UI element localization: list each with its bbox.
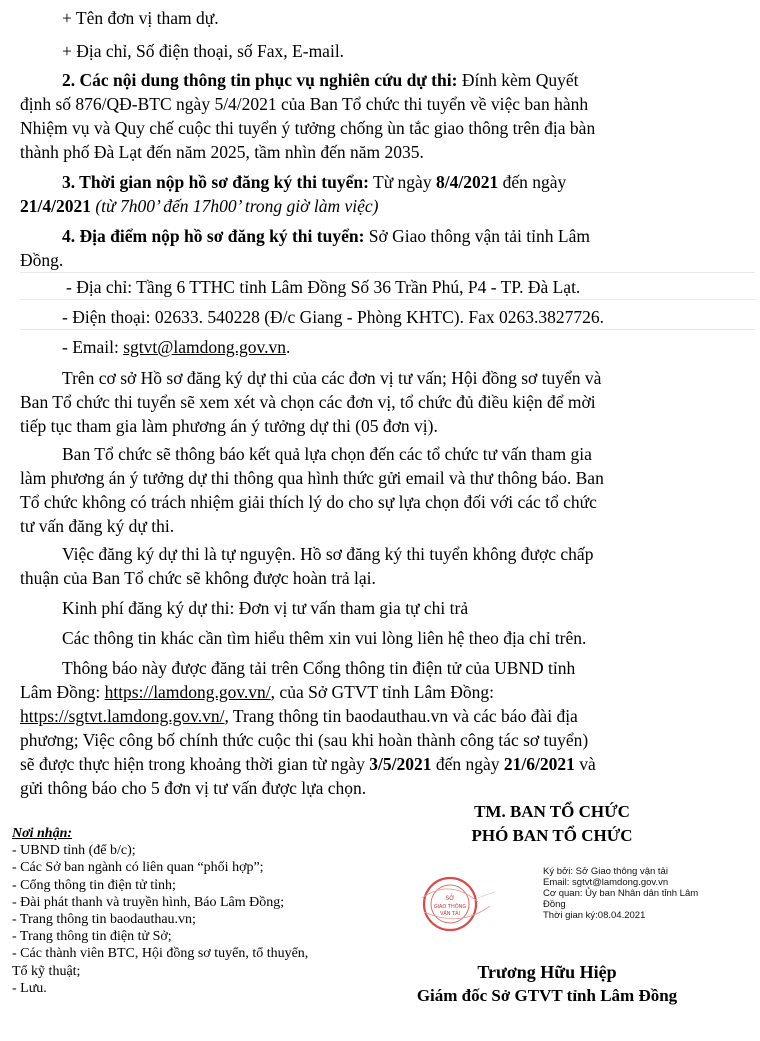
divider — [20, 272, 755, 273]
signature-info-line: Thời gian ký:08.04.2021 — [543, 910, 646, 921]
section-3-line-1 — [62, 170, 566, 194]
para-6-line-6: gửi thông báo cho 5 đơn vị tư vấn được lựa chọn. — [20, 778, 367, 798]
signature-info-line: Email: sgtvt@lamdong.gov.vn — [543, 877, 669, 888]
email-link[interactable]: sgtvt@lamdong.gov.vn — [123, 337, 286, 357]
address-line: - Địa chỉ: Tầng 6 TTHC tỉnh Lâm Đồng Số 36 Trần Phú, P4 - TP. Đà Lạt. — [66, 277, 581, 297]
recipient-item: - Lưu. — [12, 980, 47, 996]
para-5: Các thông tin khác cần tìm hiểu thêm xin vui lòng liên hệ theo địa chỉ trên. — [62, 628, 587, 648]
para-6-text: và — [574, 754, 596, 774]
svg-text:VẬN TẢI: VẬN TẢI — [439, 911, 461, 917]
signer-position: Giám đốc Sở GTVT tỉnh Lâm Đồng — [416, 986, 678, 1005]
recipient-item: - Các thành viên BTC, Hội đồng sơ tuyển, tổ thuyển, Tổ kỹ thuật; — [12, 946, 309, 979]
para-6-line-5 — [20, 752, 596, 776]
para-1-line-2: Ban Tổ chức thi tuyển sẽ xem xét và chọn các đơn vị, tổ chức đủ điều kiện để mời — [20, 392, 596, 412]
recipient-item: - Trang thông tin baodauthau.vn; — [12, 912, 196, 928]
para-3-line-1: Việc đăng ký dự thi là tự nguyện. Hồ sơ đăng ký thi tuyển không được chấp — [62, 544, 594, 564]
email-line: - Email: sgtvt@lamdong.gov.vn. — [62, 337, 291, 357]
section-2-line-3: Nhiệm vụ và Quy chế cuộc thi tuyển ý tưởng chống ùn tắc giao thông trên địa bàn — [20, 118, 596, 138]
announce-end-date: 21/6/2021 — [503, 754, 575, 774]
svg-text:GIAO THÔNG: GIAO THÔNG — [433, 904, 467, 910]
para-6-line-4: phương; Việc công bố chính thức cuộc thi (sau khi hoàn thành công tác sơ tuyển) — [20, 730, 589, 750]
para-4: Kinh phí đăng ký dự thi: Đơn vị tư vấn tham gia tự chi trả — [62, 598, 469, 618]
para-2-line-3: Tổ chức không có trách nhiệm giải thích lý do cho sự lựa chọn đối với các tổ chức — [20, 492, 597, 512]
section-3-to: đến ngày — [498, 172, 567, 192]
official-seal — [420, 868, 545, 940]
svg-text:SỞ: SỞ — [445, 895, 455, 902]
section-4-text: Sở Giao thông vận tải tỉnh Lâm — [364, 226, 590, 246]
section-2-line-1 — [62, 68, 578, 92]
recipient-item: - UBND tỉnh (để b/c); — [12, 843, 136, 859]
phone-line: - Điện thoại: 02633. 540228 (Đ/c Giang - Phòng KHTC). Fax 0263.3827726. — [62, 307, 604, 327]
signature-info-line: Cơ quan: Ủy ban Nhân dân tỉnh Lâm Đồng — [543, 888, 699, 910]
section-3-end-date: 21/4/2021 — [20, 196, 91, 216]
bullet-contact: + Địa chỉ, Số điện thoại, số Fax, E-mail. — [62, 41, 345, 61]
para-6-text: , Trang thông tin baodauthau.vn và các báo đài địa — [224, 706, 578, 726]
section-4-line-2: Đồng. — [20, 250, 64, 270]
para-6-line-2 — [20, 680, 494, 704]
recipients-heading: Nơi nhận: — [12, 826, 73, 841]
section-3-heading: 3. Thời gian nộp hồ sơ đăng ký thi tuyển: — [62, 172, 369, 192]
section-3-line-2 — [20, 194, 378, 218]
para-6-line-3 — [20, 704, 578, 728]
section-2-heading: 2. Các nội dung thông tin phục vụ nghiên cứu dự thi: — [62, 70, 458, 90]
section-3-start-date: 8/4/2021 — [435, 172, 499, 192]
divider — [20, 329, 755, 330]
para-2-line-4: tư vấn đăng ký dự thi. — [20, 516, 175, 536]
seal-icon — [420, 868, 545, 940]
recipient-item: - Đài phát thanh và truyền hình, Báo Lâm Đồng; — [12, 894, 285, 910]
recipient-item: - Trang thông tin điện tử Sở; — [12, 929, 172, 945]
section-4-heading: 4. Địa điểm nộp hồ sơ đăng ký thi tuyển: — [62, 226, 365, 246]
recipient-item: - Các Sở ban ngành có liên quan “phối hợp”; — [12, 860, 264, 876]
recipients-block — [12, 825, 332, 997]
para-2-line-1: Ban Tổ chức sẽ thông báo kết quả lựa chọn đến các tổ chức tư vấn tham gia — [62, 444, 592, 464]
section-3-from: Từ ngày — [368, 172, 436, 192]
section-3-hours: (từ 7h00’ đến 17h00’ trong giờ làm việc) — [90, 196, 379, 216]
para-6-text: đến ngày — [431, 754, 504, 774]
announce-start-date: 3/5/2021 — [369, 754, 432, 774]
email-label: - Email: — [62, 337, 124, 357]
signature-title-1: TM. BAN TỔ CHỨC — [474, 802, 630, 821]
bullet-unit-name: + Tên đơn vị tham dự. — [62, 8, 219, 28]
para-1-line-1: Trên cơ sở Hồ sơ đăng ký dự thi của các đơn vị tư vấn; Hội đồng sơ tuyển và — [62, 368, 602, 388]
para-6-text: , của Sở GTVT tỉnh Lâm Đồng: — [270, 682, 494, 702]
signature-info-line: Ký bởi: Sở Giao thông vận tải — [543, 866, 668, 877]
para-3-line-2: thuận của Ban Tổ chức sẽ không được hoàn trả lại. — [20, 568, 376, 588]
para-6-text: Lâm Đồng: — [20, 682, 105, 702]
section-2-text: Đính kèm Quyết — [457, 70, 579, 90]
sgtvt-link[interactable]: https://sgtvt.lamdong.gov.vn/ — [20, 706, 225, 726]
recipient-item: - Cổng thông tin điện tử tỉnh; — [12, 877, 176, 893]
signer-name: Trương Hữu Hiệp — [477, 962, 617, 982]
para-6-line-1: Thông báo này được đăng tải trên Cổng thông tin điện tử của UBND tỉnh — [62, 658, 576, 678]
digital-signature-info — [543, 866, 713, 921]
section-4-line-1 — [62, 224, 590, 248]
lamdong-link[interactable]: https://lamdong.gov.vn/ — [104, 682, 271, 702]
signature-title-2: PHÓ BAN TỔ CHỨC — [471, 826, 633, 845]
para-2-line-2: làm phương án ý tưởng dự thi thông qua hình thức gửi email và thư thông báo. Ban — [20, 468, 604, 488]
section-2-line-4: thành phố Đà Lạt đến năm 2025, tầm nhìn đến năm 2035. — [20, 142, 424, 162]
para-6-text: sẽ được thực hiện trong khoảng thời gian từ ngày — [20, 754, 370, 774]
para-1-line-3: tiếp tục tham gia làm phương án ý tưởng dự thi (05 đơn vị). — [20, 416, 438, 436]
section-2-line-2: định số 876/QĐ-BTC ngày 5/4/2021 của Ban Tổ chức thi tuyển về việc ban hành — [20, 94, 589, 114]
divider — [20, 299, 755, 300]
